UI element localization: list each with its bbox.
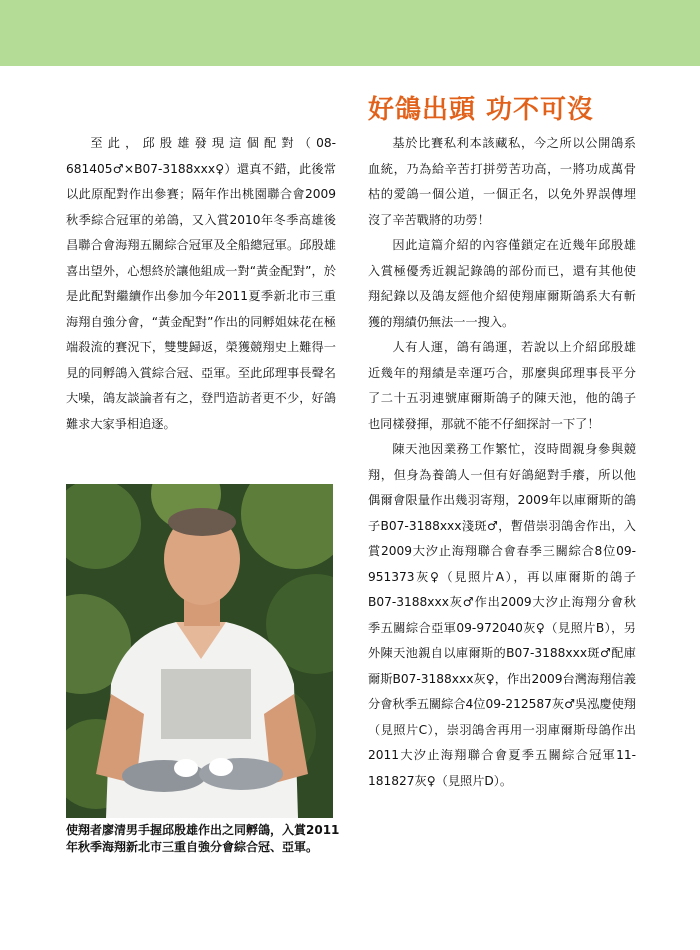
- left-column: [66, 131, 336, 437]
- right-paragraph-3: 人有人運，鴿有鴿運，若說以上介紹邱殷雄近幾年的翔績是幸運巧合，那麼與邱理事長平分了二十五羽連號庫爾斯鴿子的陳天池，他的鴿子也同樣發揮，那就不能不仔細探討一下了！: [368, 340, 636, 431]
- right-paragraph-2: 因此這篇介紹的內容僅鎖定在近幾年邱殷雄入賞極優秀近親記錄鴿的部份而已，還有其他使翔紀錄以及鴿友經他介紹使翔庫爾斯鴿系大有斬獲的翔績仍無法一一搜入。: [368, 238, 636, 329]
- right-column: [368, 131, 636, 794]
- right-paragraph-4: 陳天池因業務工作繁忙，沒時間親身參與競翔，但身為養鴿人一但有好鴿絕對手癢，所以他偶爾會限量作出幾羽寄翔，2009年以庫爾斯的鴿子B07-3188xxx淺斑♂，暫借崇羽鴿舍作出，入賞2009大汐止海翔聯合會春季三關綜合8位09-951373灰♀（見照片A），再以庫爾斯的鴿子B07-3188xxx灰♂作出2009大汐止海翔分會秋季五關綜合亞軍09-972040灰♀（見照片B），另外陳天池親自以庫爾斯的B07-3188xxx斑♂配庫爾斯B07-3188xxx灰♀，作出2009台灣海翔信義分會秋季五關綜合4位09-212587灰♂吳泓慶使翔（見照片C），崇羽鴿舍再用一羽庫爾斯母鴿作出2011大汐止海翔聯合會夏季五關綜合冠軍11-181827灰♀（見照片D）。: [368, 442, 636, 788]
- right-paragraph-1: 基於比賽私利本該藏私，今之所以公開鴿系血統，乃為給辛苦打拼勞苦功高，一將功成萬骨枯的愛鴿一個公道，一個正名，以免外界誤傳埋沒了辛苦戰將的功勞！: [368, 136, 636, 227]
- top-color-band: [0, 0, 700, 66]
- photo-caption: 使翔者廖清男手握邱殷雄作出之同孵鴿，入賞2011年秋季海翔新北市三重自強分會綜合冠、亞軍。: [66, 823, 340, 854]
- left-body-paragraph: 至此，邱殷雄發現這個配對（08-681405♂×B07-3188xxx♀）還真不錯，此後常以此原配對作出參賽；隔年作出桃園聯合會2009秋季綜合冠軍的弟鴿，又入賞2010年冬季高雄後昌聯合會海翔五關綜合冠軍及全船總冠軍。邱殷雄喜出望外，心想終於讓他組成一對“黃金配對”，於是此配對繼續作出參加今年2011夏季新北市三重海翔自強分會，“黃金配對”作出的同孵姐妹花在極端殺流的賽況下，雙雙歸返，榮獲競翔史上難得一見的同孵鴿入賞綜合冠、亞軍。至此邱理事長聲名大噪，鴿友談論者有之，登門造訪者更不少，好鴿難求大家爭相追逐。: [66, 136, 336, 431]
- portrait-photo: [66, 484, 333, 818]
- article-headline: 好鴿出頭 功不可沒: [368, 95, 595, 125]
